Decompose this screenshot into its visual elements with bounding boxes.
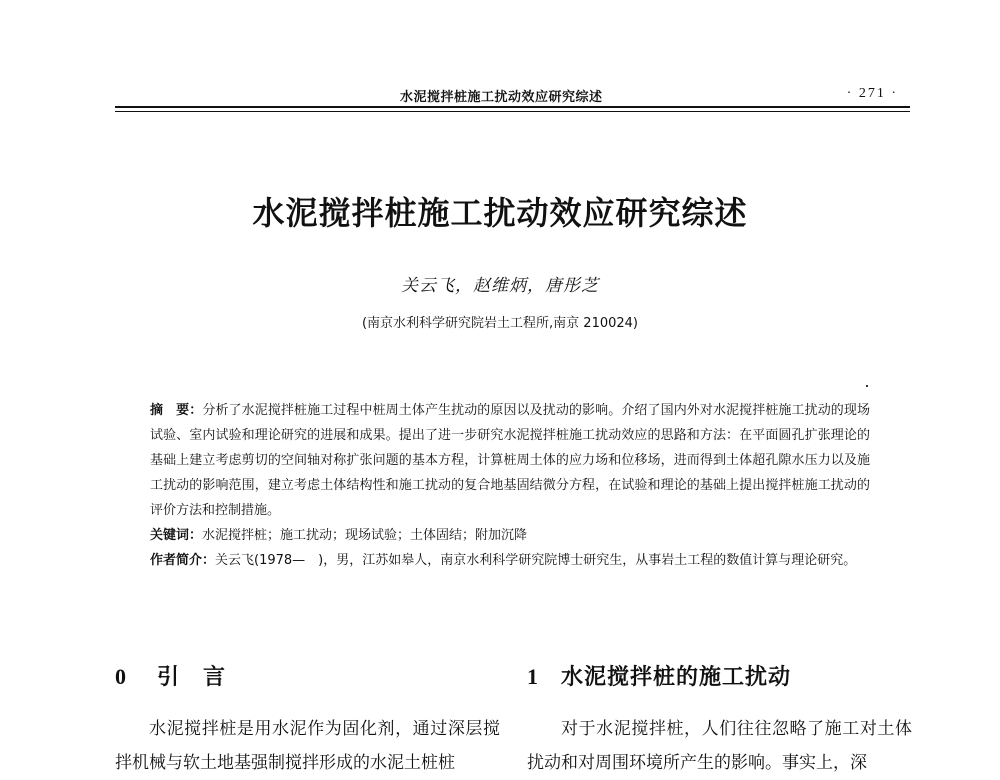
section-number: 0 — [115, 664, 127, 689]
section-title: 引 言 — [157, 665, 227, 690]
body-text-left-column: 水泥搅拌桩是用水泥作为固化剂，通过深层搅拌机械与软土地基强制搅拌形成的水泥土桩桩 — [115, 719, 500, 773]
paper-title: 水泥搅拌桩施工扰动效应研究综述 — [252, 194, 748, 232]
abstract-label: 摘 要： — [150, 403, 203, 418]
section-number: 1 — [527, 664, 539, 689]
keywords-text: 水泥搅拌桩；施工扰动；现场试验；土体固结；附加沉降 — [202, 528, 528, 543]
section-heading-introduction — [115, 660, 226, 691]
keywords-label: 关键词： — [150, 528, 203, 543]
affiliation: (南京水利科学研究院岩土工程所,南京 210024) — [361, 316, 639, 331]
running-title: 水泥搅拌桩施工扰动效应研究综述 — [400, 90, 603, 105]
body-text-right-column: 对于水泥搅拌桩，人们往往忽略了施工对土体扰动和对周围环境所产生的影响。事实上，深 — [527, 719, 912, 773]
abstract — [150, 398, 870, 523]
running-header — [115, 86, 910, 106]
author-bio-text: 关云飞(1978— )，男，江苏如皋人，南京水利科学研究院博士研究生，从事岩土工程的数值计算与理论研究。 — [215, 553, 857, 568]
section-heading-construction-disturbance — [527, 660, 791, 691]
section-title: 水泥搅拌桩的施工扰动 — [561, 665, 792, 690]
keywords — [150, 523, 870, 548]
abstract-block — [150, 398, 870, 573]
page-number: · 271 · — [846, 86, 898, 101]
abstract-text: 分析了水泥搅拌桩施工过程中桩周土体产生扰动的原因以及扰动的影响。介绍了国内外对水泥搅拌桩施工扰动的现场试验、室内试验和理论研究的进展和成果。提出了进一步研究水泥搅拌桩施工扰动效应的思路和方法：在平面圆孔扩张理论的基础上建立考虑剪切的空间轴对称扩张问题的基本方程，计算桩周土体的应力场和位移场，进而得到土体超孔隙水压力以及施工扰动的影响范围，建立考虑土体结构性和施工扰动的复合地基固结微分方程，在试验和理论的基础上提出搅拌桩施工扰动的评价方法和控制措施。 — [150, 403, 870, 518]
author-list: 关云飞，赵维炳，唐彤芝 — [401, 276, 599, 296]
header-rule-thin — [115, 111, 910, 112]
stray-mark — [866, 385, 868, 387]
header-rule-thick — [115, 106, 910, 108]
author-bio-label: 作者简介： — [150, 553, 216, 568]
author-bio — [150, 548, 870, 573]
